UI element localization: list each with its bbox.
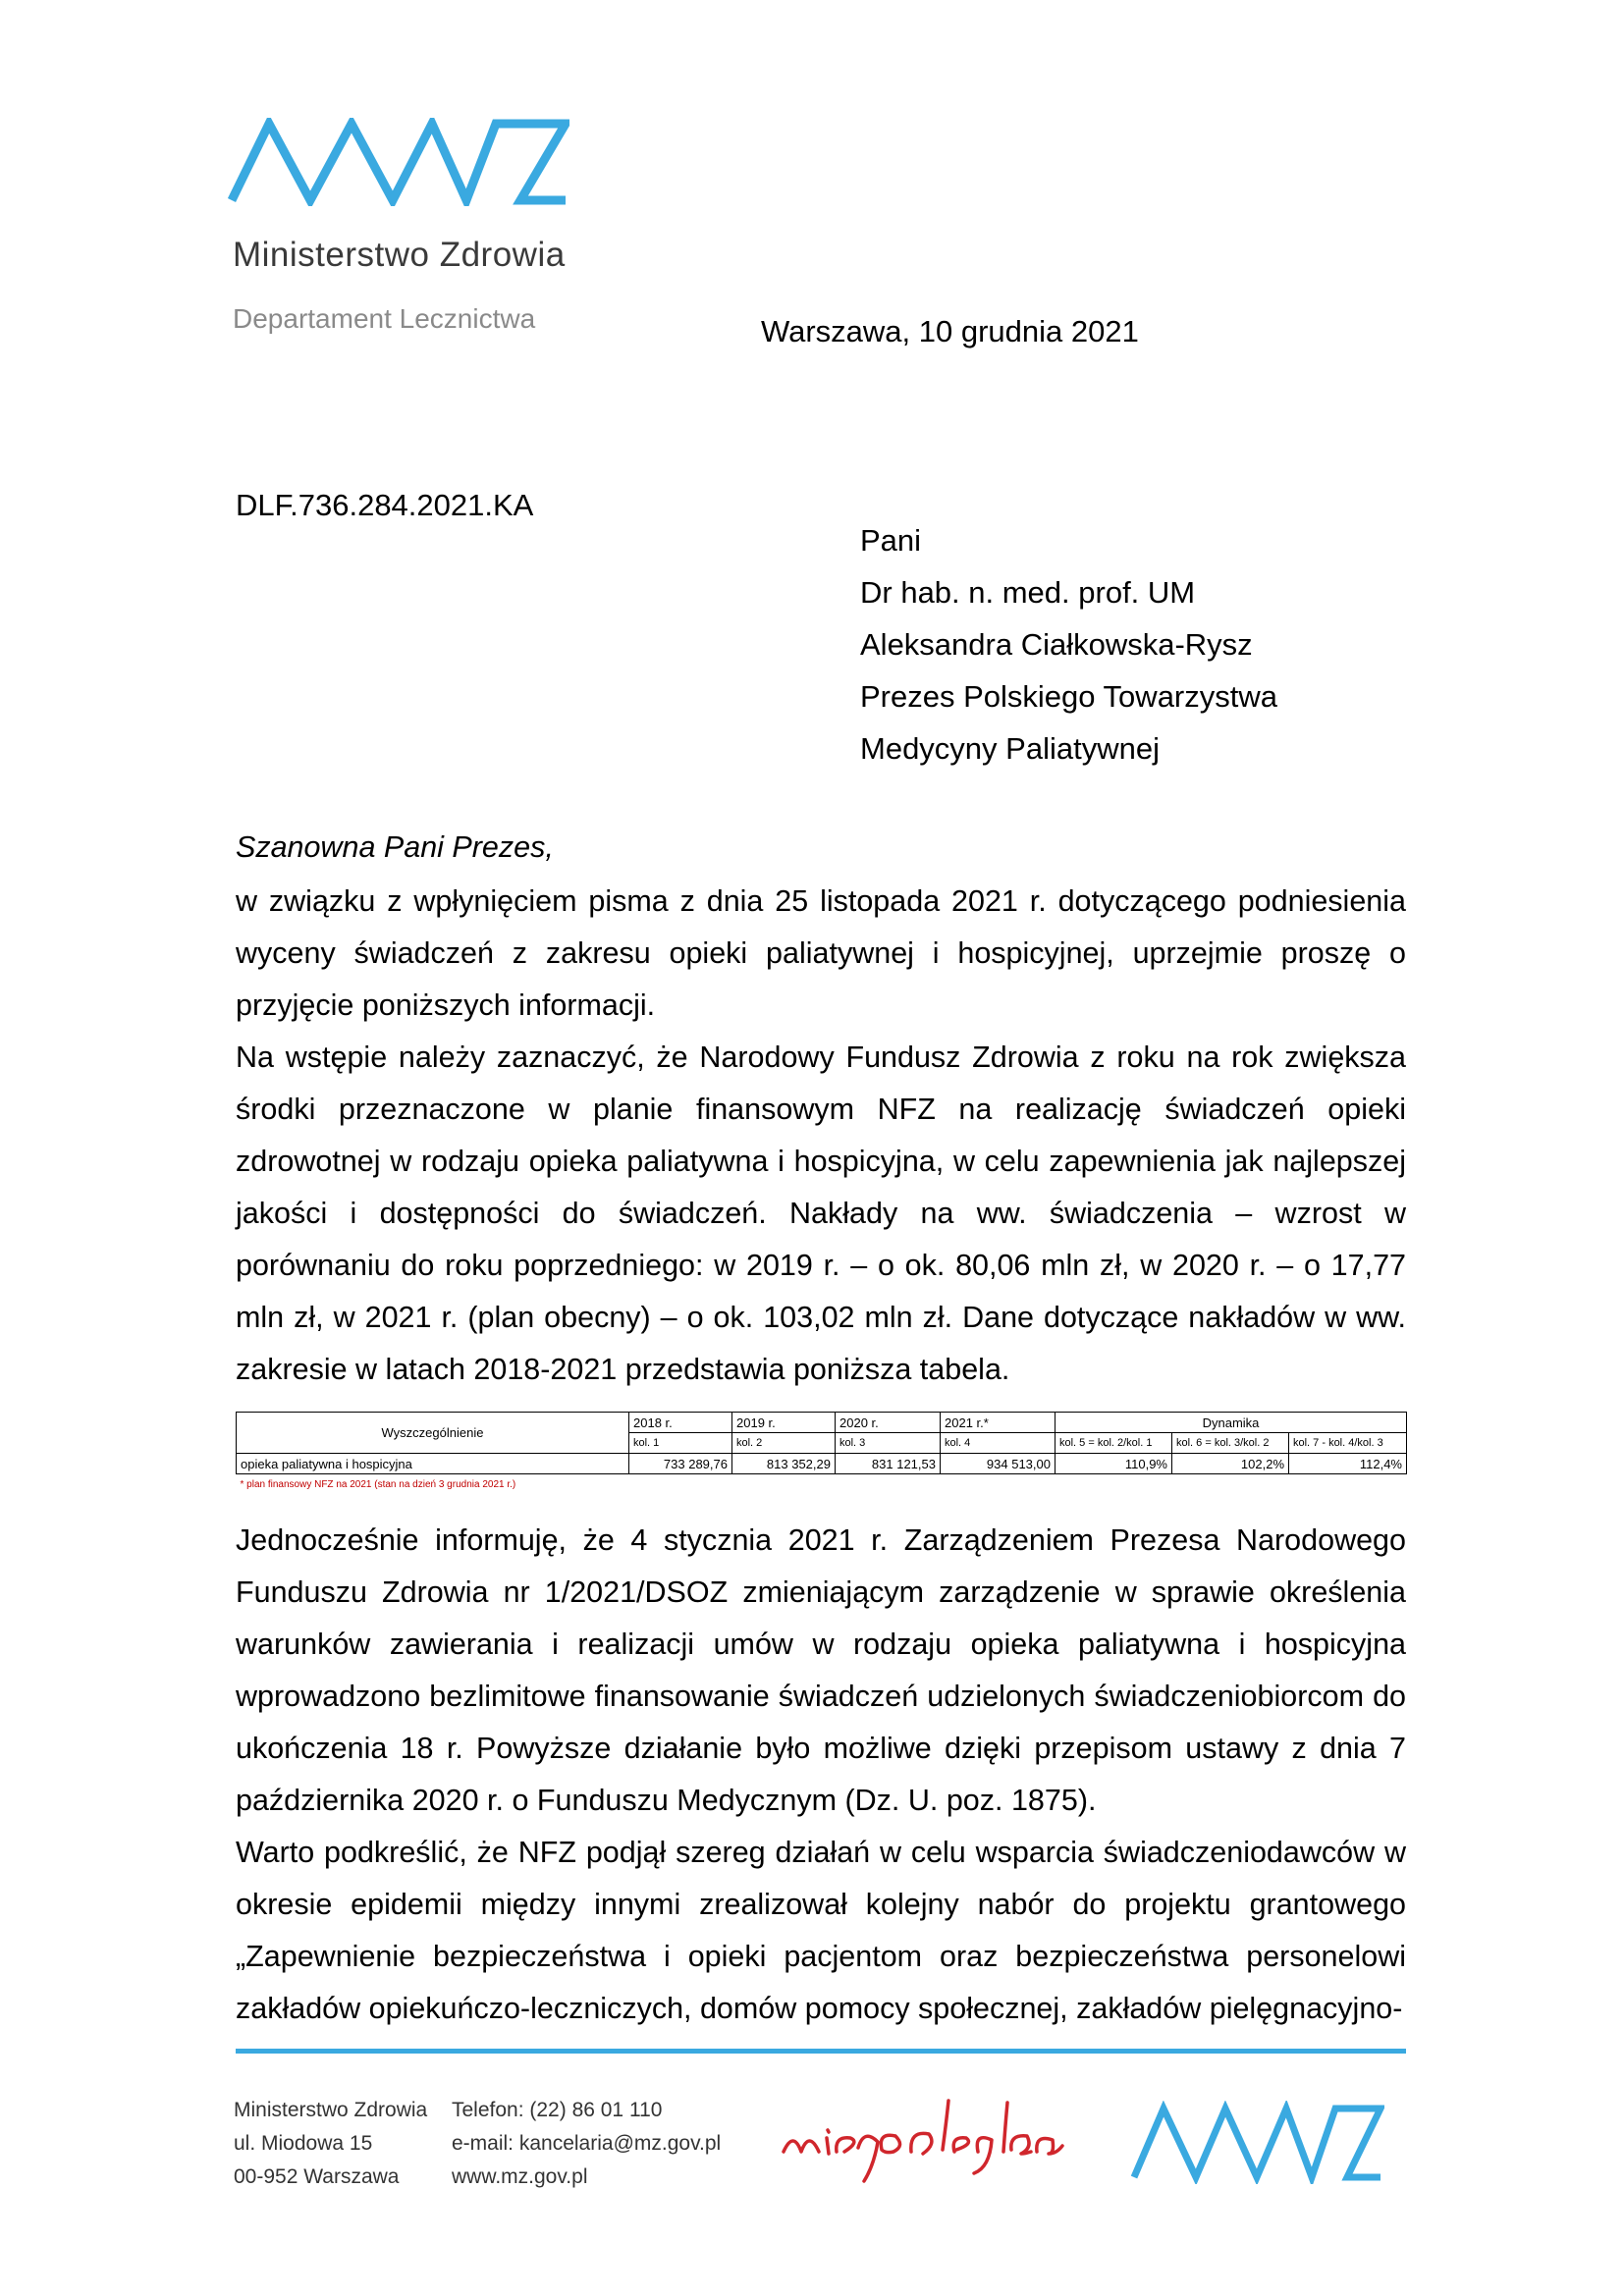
letter-date: Warszawa, 10 grudnia 2021 [761, 314, 1139, 348]
paragraph-regulation: Jednocześnie informuję, że 4 stycznia 2021 r. Zarządzeniem Prezesa Narodowego Funduszu Zdrowia nr 1/2021/DSOZ zmieniającym zarządzenie w sprawie określenia warunków zawierania i realizacji umów w rodzaju opieka paliatywna i hospicyjna wprowadzono bezlimitowe finansowanie świadczeń udzielonych świadczeniobiorcom do ukończenia 18 r. Powyższe działanie było możliwe dzięki przepisom ustawy z dnia 7 października 2020 r. o Funduszu Medycznym (Dz. U. poz. 1875). [236, 1523, 1406, 1817]
department-name: Departament Lecznictwa [233, 303, 536, 334]
niepodlegla-signature-graphic [776, 2091, 1080, 2189]
table-header-label: Wyszczególnienie [237, 1413, 629, 1454]
table-col-label: kol. 7 - kol. 4/kol. 3 [1289, 1433, 1407, 1454]
footer-address [234, 2094, 427, 2194]
table-year: 2019 r. [732, 1413, 836, 1433]
table-cell: 831 121,53 [836, 1454, 941, 1474]
addressee-line: Aleksandra Ciałkowska-Rysz [860, 627, 1253, 662]
footer-line: 00-952 Warszawa [234, 2165, 400, 2188]
addressee-line: Medycyny Paliatywnej [860, 731, 1160, 766]
table-year: 2020 r. [836, 1413, 941, 1433]
table-year: 2018 r. [629, 1413, 732, 1433]
table-cell: 934 513,00 [941, 1454, 1056, 1474]
body-paragraphs-1 [236, 876, 1406, 1396]
table-footnote: * plan finansowy NFZ na 2021 (stan na dzień 3 grudnia 2021 r.) [240, 1478, 516, 1490]
salutation: Szanowna Pani Prezes, [236, 830, 554, 864]
ministry-name: Ministerstwo Zdrowia [233, 236, 566, 274]
paragraph-funding: Na wstępie należy zaznaczyć, że Narodowy Fundusz Zdrowia z roku na rok zwiększa środki przeznaczone w planie finansowym NFZ na realizację świadczeń opieki zdrowotnej w rodzaju opieka paliatywna i hospicyjna, w celu zapewnienia jak najlepszej jakości i dostępności do świadczeń. Nakłady na ww. świadczenia – wzrost w porównaniu do roku poprzedniego: w 2019 r. – o ok. 80,06 mln zł, w 2020 r. – o 17,77 mln zł, w 2021 r. (plan obecny) – o ok. 103,02 mln zł. Dane dotyczące nakładów w ww. zakresie w latach 2018-2021 przedstawia poniższa tabela. [236, 1041, 1406, 1386]
table-cell: 110,9% [1056, 1454, 1172, 1474]
footer-line: Ministerstwo Zdrowia [234, 2099, 428, 2121]
footer-website: www.mz.gov.pl [452, 2165, 588, 2188]
footer-divider [236, 2049, 1406, 2054]
table-row [237, 1454, 1407, 1474]
footer-contact [452, 2094, 721, 2194]
addressee-line: Dr hab. n. med. prof. UM [860, 575, 1196, 610]
table-col-label: kol. 3 [836, 1433, 941, 1454]
table-col-label: kol. 4 [941, 1433, 1056, 1454]
table-year: 2021 r.* [941, 1413, 1056, 1433]
footer-phone: Telefon: (22) 86 01 110 [452, 2099, 663, 2121]
table-row-label: opieka paliatywna i hospicyjna [237, 1454, 629, 1474]
paragraph-support: Warto podkreślić, że NFZ podjął szereg działań w celu wsparcia świadczeniodawców w okresie epidemii między innymi zrealizował kolejny nabór do projektu grantowego „Zapewnienie bezpieczeństwa i opieki pacjentom oraz bezpieczeństwa personelowi zakładów opiekuńczo-leczniczych, domów pomocy społecznej, zakładów pielęgnacyjno- [236, 1836, 1406, 2025]
mz-logo [226, 118, 569, 206]
table-cell: 112,4% [1289, 1454, 1407, 1474]
table-col-label: kol. 6 = kol. 3/kol. 2 [1172, 1433, 1289, 1454]
reference-number: DLF.736.284.2021.KA [236, 488, 534, 522]
table-col-label: kol. 2 [732, 1433, 836, 1454]
addressee-line: Pani [860, 523, 922, 558]
funding-table [236, 1412, 1407, 1494]
paragraph-intro: w związku z wpłynięciem pisma z dnia 25 listopada 2021 r. dotyczącego podniesienia wyceny świadczeń z zakresu opieki paliatywnej i hospicyjnej, uprzejmie proszę o przyjęcie poniższych informacji. [236, 884, 1406, 1022]
footer-line: ul. Miodowa 15 [234, 2132, 373, 2155]
footer-email: e-mail: kancelaria@mz.gov.pl [452, 2132, 722, 2155]
body-paragraphs-2 [236, 1515, 1406, 2035]
table-col-label: kol. 1 [629, 1433, 732, 1454]
table-cell: 813 352,29 [732, 1454, 836, 1474]
table-dynamics-label: Dynamika [1056, 1413, 1407, 1433]
table-col-label: kol. 5 = kol. 2/kol. 1 [1056, 1433, 1172, 1454]
mz-logo-footer [1129, 2101, 1384, 2184]
table-cell: 102,2% [1172, 1454, 1289, 1474]
addressee-line: Prezes Polskiego Towarzystwa [860, 679, 1277, 714]
table-cell: 733 289,76 [629, 1454, 732, 1474]
